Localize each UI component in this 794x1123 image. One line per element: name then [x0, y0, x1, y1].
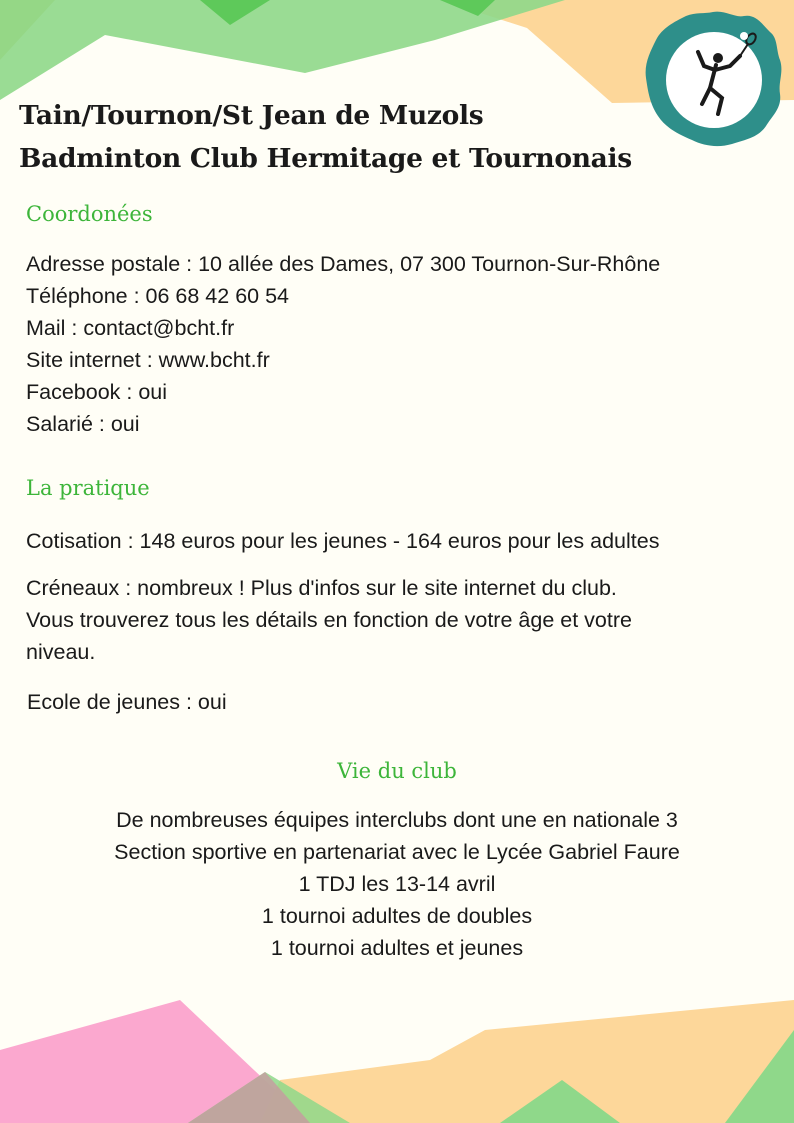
- coordonnees-section: [26, 248, 660, 440]
- vie-club-item: Section sportive en partenariat avec le Lycée Gabriel Faure: [114, 840, 680, 864]
- creneaux-line-3: niveau.: [26, 640, 96, 664]
- vie-club-item: 1 tournoi adultes et jeunes: [270, 936, 524, 960]
- vie-club-item: De nombreuses équipes interclubs dont une en nationale 3: [116, 808, 678, 832]
- coordonnees-heading: Coordonées: [26, 202, 153, 226]
- creneaux-text: [26, 572, 632, 668]
- salarie-text: Salarié : oui: [26, 412, 140, 436]
- cotisation-text: [26, 525, 659, 557]
- ecole-text: [27, 686, 227, 718]
- club-logo: [644, 8, 782, 148]
- facebook-text: Facebook : oui: [26, 380, 168, 404]
- phone-text: Téléphone : 06 68 42 60 54: [26, 284, 289, 308]
- shuttlecock-icon: [740, 32, 748, 40]
- creneaux-line-1: Créneaux : nombreux ! Plus d'infos sur le site internet du club.: [26, 576, 617, 600]
- address-text: Adresse postale : 10 allée des Dames, 07 300 Tournon-Sur-Rhône: [26, 252, 661, 276]
- title-line-1: Tain/Tournon/St Jean de Muzols: [19, 100, 484, 131]
- website-text: Site internet : www.bcht.fr: [26, 348, 270, 372]
- title-line-2: Badminton Club Hermitage et Tournonais: [19, 143, 632, 174]
- cotisation-line: Cotisation : 148 euros pour les jeunes - 164 euros pour les adultes: [26, 529, 660, 553]
- ecole-line: Ecole de jeunes : oui: [27, 690, 227, 714]
- vie-club-section: [0, 804, 794, 964]
- vie-club-item: 1 TDJ les 13-14 avril: [298, 872, 496, 896]
- vie-club-item: 1 tournoi adultes de doubles: [261, 904, 533, 928]
- page-title: [19, 94, 639, 180]
- creneaux-line-2: Vous trouverez tous les détails en fonction de votre âge et votre: [26, 608, 632, 632]
- pratique-heading: La pratique: [26, 476, 150, 500]
- vie-club-heading: Vie du club: [337, 759, 457, 783]
- mail-text: Mail : contact@bcht.fr: [26, 316, 235, 340]
